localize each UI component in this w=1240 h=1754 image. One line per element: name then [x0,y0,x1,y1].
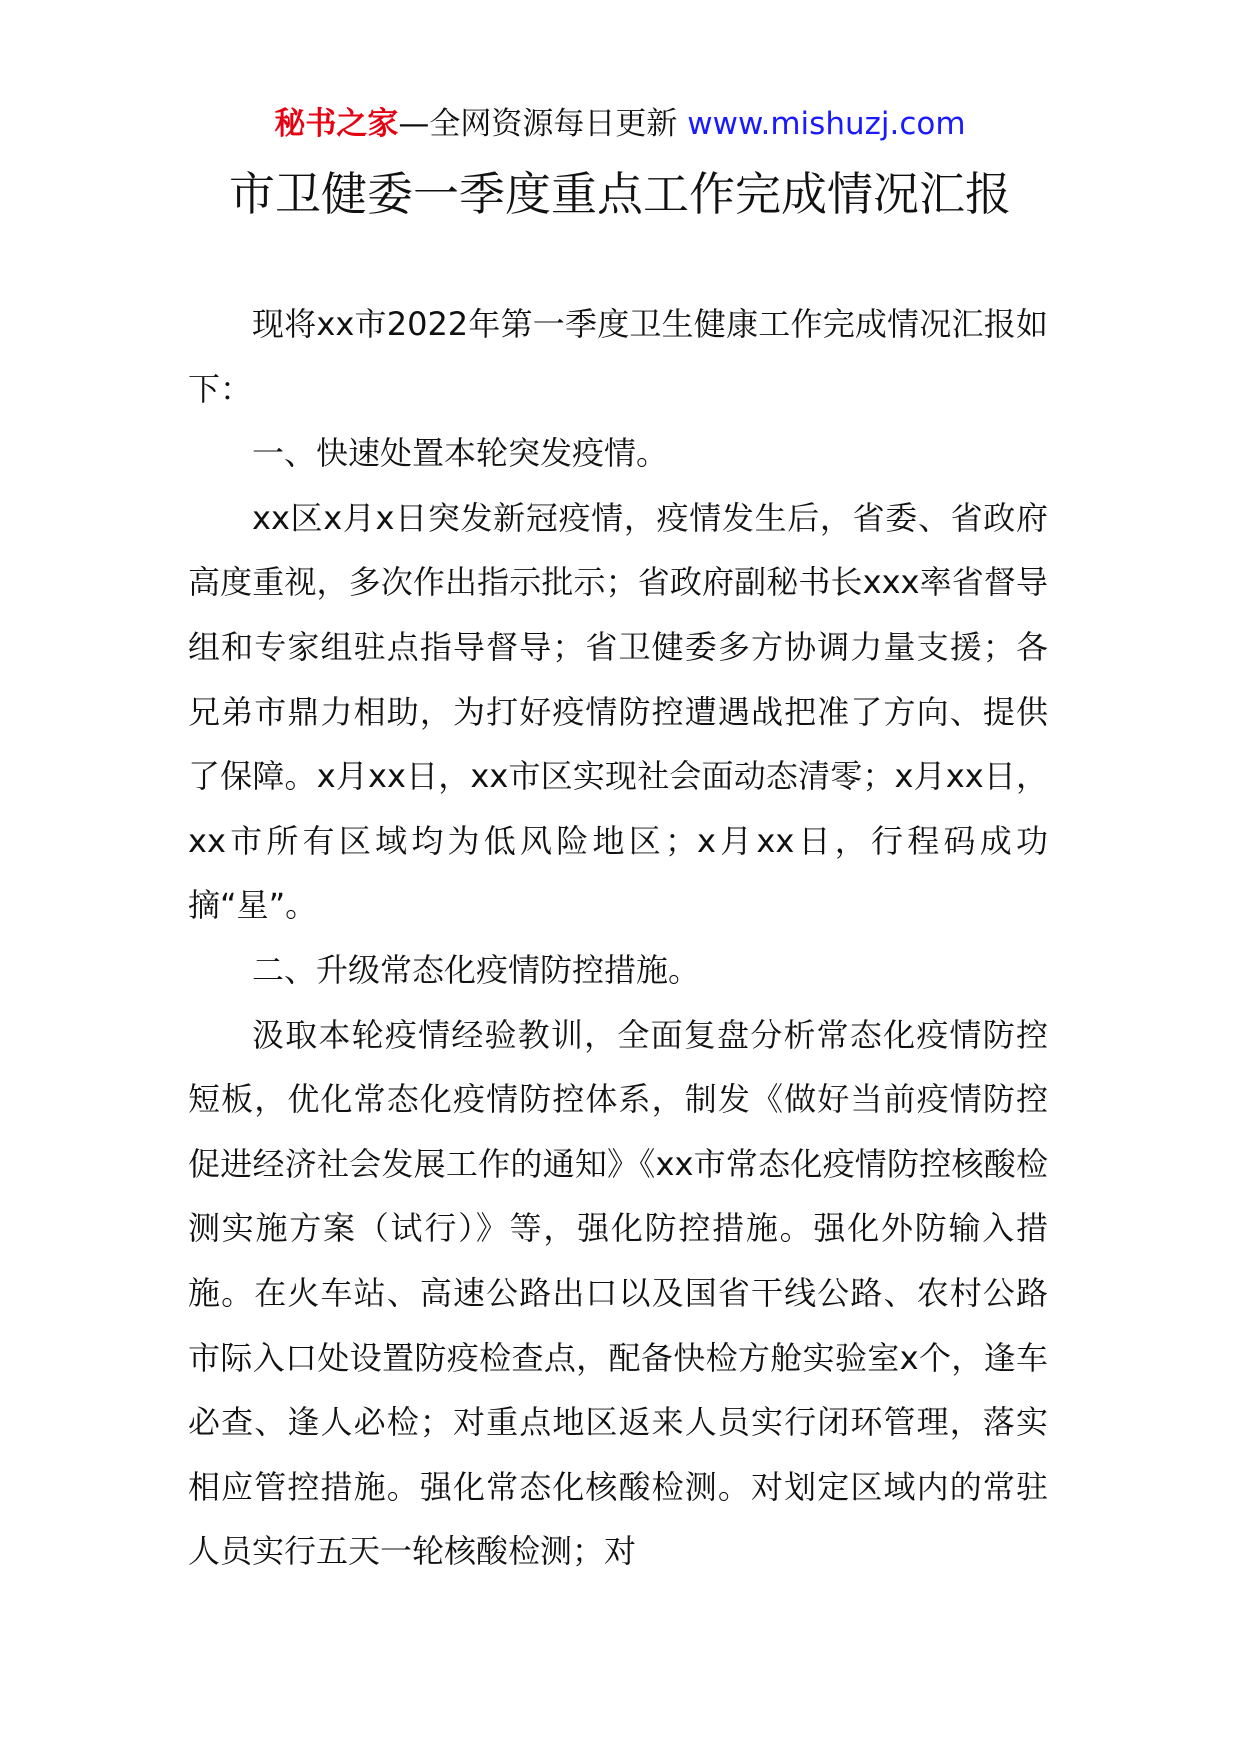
section-heading-1: 一、快速处置本轮突发疫情。 [252,434,669,473]
document-body [188,292,1048,1584]
paragraph-section-1: xx区x月x日突发新冠疫情，疫情发生后，省委、省政府高度重视，多次作出指示批示；省政府副秘书长xxx率省督导组和专家组驻点指导督导；省卫健委多方协调力量支援；各兄弟市鼎力相助，为打好疫情防控遭遇战把准了方向、提供了保障。x月xx日，xx市区实现社会面动态清零；x月xx日，xx市所有区域均为低风险地区；x月xx日，行程码成功摘“星”。 [188,498,1048,925]
site-header [0,104,1240,144]
paragraph-section-2: 汲取本轮疫情经验教训，全面复盘分析常态化疫情防控短板，优化常态化疫情防控体系，制发《做好当前疫情防控促进经济社会发展工作的通知》《xx市常态化疫情防控核酸检测实施方案（试行）》等，强化防控措施。强化外防输入措施。在火车站、高速公路出口以及国省干线公路、农村公路市际入口处设置防疫检查点，配备快检方舱实验室x个，逢车必查、逢人必检；对重点地区返来人员实行闭环管理，落实相应管控措施。强化常态化核酸检测。对划定区域内的常驻人员实行五天一轮核酸检测；对 [188,1015,1048,1571]
section-heading-2: 二、升级常态化疫情防控措施。 [252,950,701,989]
document-title: 市卫健委一季度重点工作完成情况汇报 [229,167,1011,221]
paragraph-intro: 现将xx市2022年第一季度卫生健康工作完成情况汇报如下： [188,305,1048,408]
brand-name: 秘书之家 [274,106,399,142]
site-link[interactable]: www.mishuzj.com [687,106,966,142]
header-tagline: —全网资源每日更新 [398,106,678,142]
